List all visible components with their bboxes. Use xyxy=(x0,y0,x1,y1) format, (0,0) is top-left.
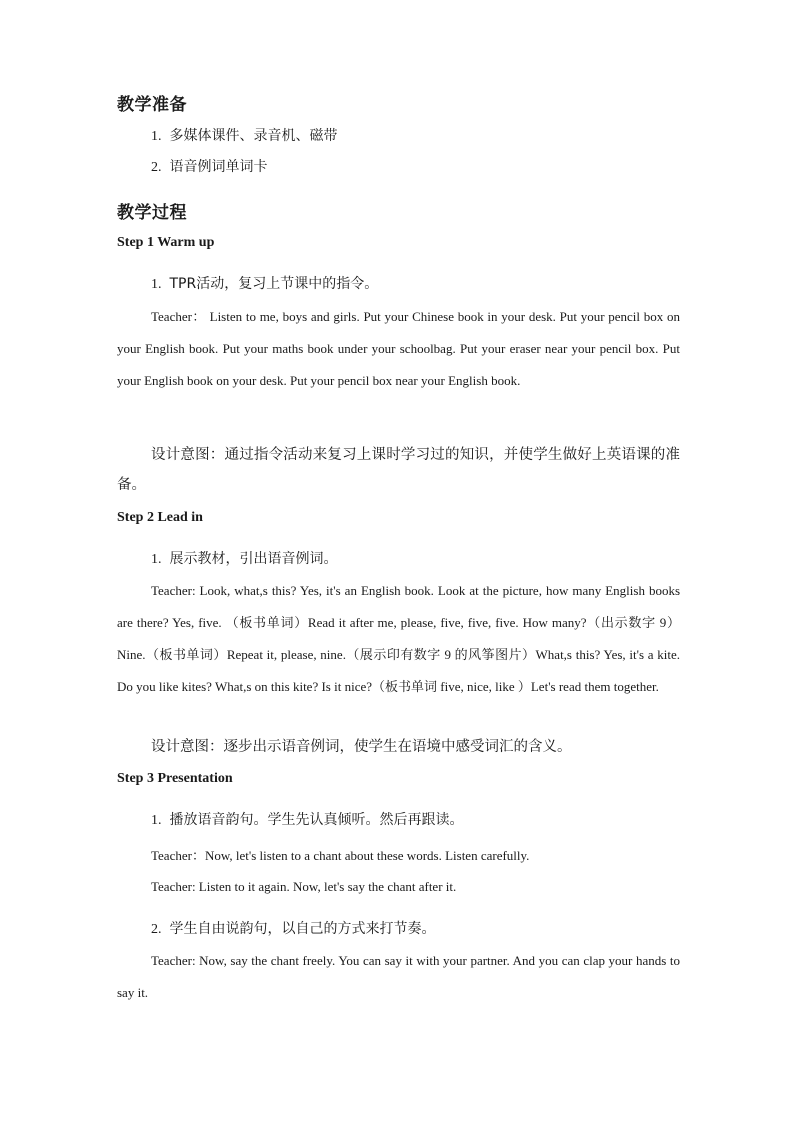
prep-item-1-number: 1. xyxy=(151,129,162,144)
step1-teacher-paragraph: Teacher： Listen to me, boys and girls. Put your Chinese book in your desk. Put your pencil box on your English book. Put your maths book under your schoolbag. Put your eraser near your pencil box. Put your English book on your desk. Put your pencil box near your English book. xyxy=(117,309,680,388)
prep-item-2-number: 2. xyxy=(151,160,162,175)
prep-item-2 xyxy=(151,156,681,176)
step3-item-1 xyxy=(151,809,681,829)
step3-item-2-text: 学生自由说韵句，以自己的方式来打节奏。 xyxy=(169,921,436,937)
step3-item-1-text: 播放语音韵句。学生先认真倾听。然后再跟读。 xyxy=(169,812,464,828)
step3-item-1-number: 1. xyxy=(151,813,162,828)
step2-item-1-text: 展示教材，引出语音例词。 xyxy=(169,551,338,567)
step3-item-2-number: 2. xyxy=(151,922,162,937)
step2-item-1 xyxy=(151,548,681,568)
prep-item-2-text: 语音例词单词卡 xyxy=(169,159,268,175)
step3-item-2 xyxy=(151,918,681,938)
step2-design-intent: 设计意图：逐步出示语音例词，使学生在语境中感受词汇的含义。 xyxy=(151,739,572,755)
step2-item-1-number: 1. xyxy=(151,552,162,567)
step2-teacher-paragraph: Teacher: Look, what,s this? Yes, it's an English book. Look at the picture, how many English books are there? Yes, five. （板书单词）Read it after me, please, five, five, five. How many?（出示数字 9）Nine.（板书单词）Repeat it, please, nine.（展示印有数字 9 的风筝图片）What,s this? Yes, it's a kite. Do you like kites? What,s on this kite? Is it nice?（板书单词 five, nice, like ）Let's read them together. xyxy=(117,583,680,694)
step1-item-1 xyxy=(151,273,681,293)
step3-title: Step 3 Presentation xyxy=(117,771,233,786)
heading-teaching-preparation: 教学准备 xyxy=(117,95,187,115)
heading-teaching-process: 教学过程 xyxy=(117,203,187,223)
step1-title: Step 1 Warm up xyxy=(117,235,215,250)
step3-teacher-line-1: Teacher：Now, let's listen to a chant about these words. Listen carefully. xyxy=(151,848,530,863)
step3-teacher-line-2: Teacher: Listen to it again. Now, let's say the chant after it. xyxy=(151,879,457,894)
step2-title: Step 2 Lead in xyxy=(117,510,203,525)
prep-item-1-text: 多媒体课件、录音机、磁带 xyxy=(169,128,338,144)
step1-item-1-number: 1. xyxy=(151,277,162,292)
step1-item-1-text: TPR活动，复习上节课中的指令。 xyxy=(169,276,379,292)
step3-teacher-paragraph: Teacher: Now, say the chant freely. You can say it with your partner. And you can clap your hands to say it. xyxy=(117,953,680,1000)
prep-item-1 xyxy=(151,125,681,145)
step1-design-intent: 设计意图：通过指令活动来复习上课时学习过的知识，并使学生做好上英语课的准备。 xyxy=(117,447,680,493)
